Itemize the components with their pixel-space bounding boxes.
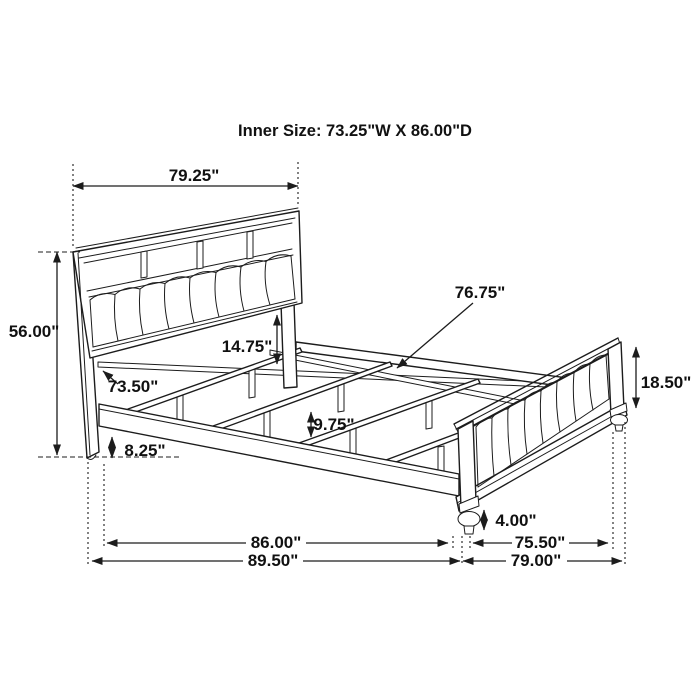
dim-label-footboard-inner-span: 75.50" bbox=[514, 533, 566, 552]
dim-label-side-rail-length: 73.50" bbox=[107, 377, 159, 396]
dim-slat-to-floor bbox=[311, 412, 355, 437]
dim-label-inner-depth: 86.00" bbox=[250, 533, 302, 552]
dim-label-foot-height: 4.00" bbox=[495, 511, 537, 530]
dim-label-panel-to-rail: 14.75" bbox=[221, 337, 273, 356]
dim-center-rail-length bbox=[397, 283, 505, 368]
footboard-near-post bbox=[458, 421, 476, 508]
dim-side-rail-length bbox=[103, 371, 158, 396]
dim-inner-depth bbox=[107, 533, 448, 552]
dim-overall-depth bbox=[92, 551, 460, 570]
dim-label-footboard-span: 79.00" bbox=[510, 551, 562, 570]
dim-label-rail-to-floor: 8.25" bbox=[124, 441, 166, 460]
headboard-right-post bbox=[281, 302, 297, 388]
diagram-title: Inner Size: 73.25"W X 86.00"D bbox=[238, 122, 472, 140]
dim-foot-height bbox=[484, 510, 537, 530]
dim-footboard-height bbox=[636, 347, 691, 408]
headboard-panel bbox=[73, 211, 302, 358]
dim-label-center-rail-length: 76.75" bbox=[454, 283, 506, 302]
dim-label-headboard-height: 56.00" bbox=[8, 322, 60, 341]
dim-label-overall-depth: 89.50" bbox=[247, 551, 299, 570]
dim-label-headboard-width: 79.25" bbox=[168, 166, 220, 185]
dim-label-footboard-height: 18.50" bbox=[640, 373, 692, 392]
footboard-far-post bbox=[608, 342, 624, 415]
dim-footboard-inner-span bbox=[473, 533, 608, 552]
dim-footboard-span bbox=[463, 551, 622, 570]
dim-label-slat-to-floor: 9.75" bbox=[313, 415, 355, 434]
